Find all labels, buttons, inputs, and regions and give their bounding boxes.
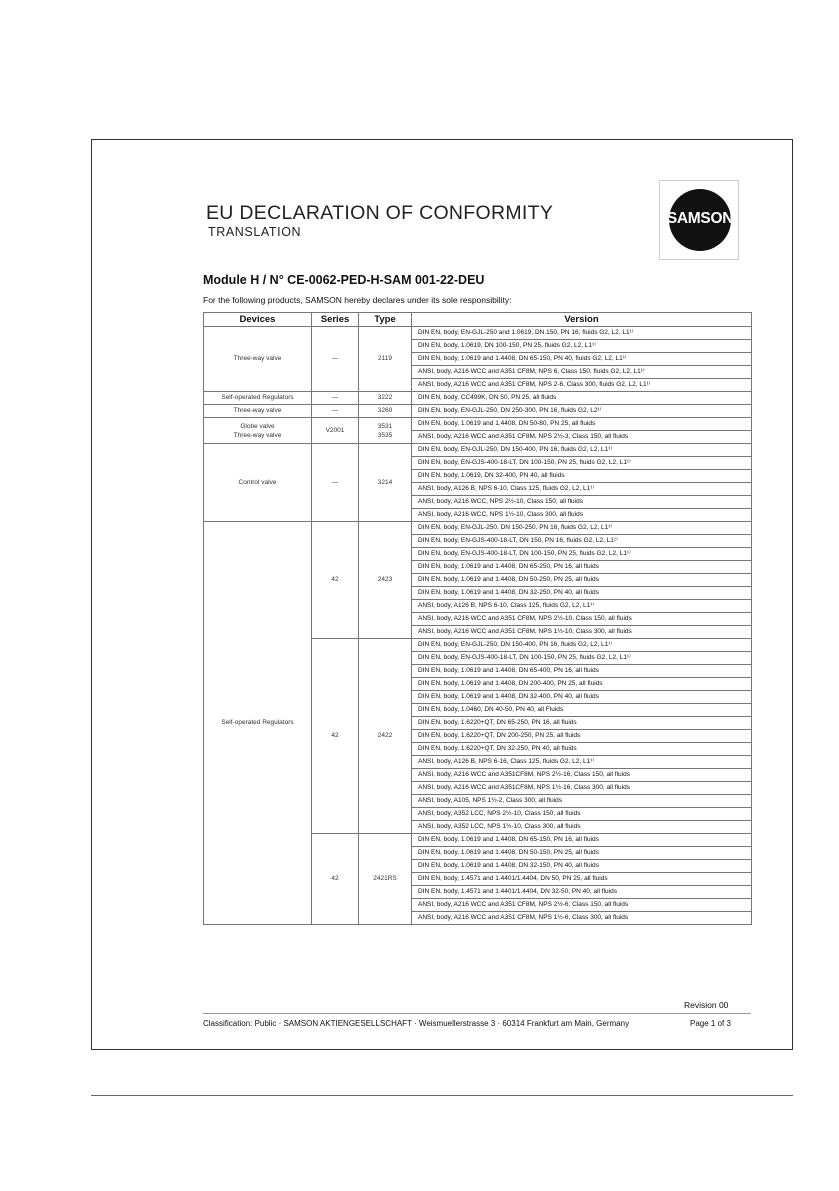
document-subtitle: TRANSLATION [208,225,302,239]
version-cell: DIN EN, body, 1.6220+QT, DN 32-250, PN 40, all fluids [412,743,752,756]
version-cell: DIN EN, body, EN-GJL-250, DN 150-400, PN 16, fluids G2, L2, L1¹⁾ [412,444,752,457]
type-cell: 2421RS [359,834,412,925]
version-cell: ANSI, body, A216 WCC and A351 CF8M, NPS 1½-10, Class 300, all fluids [412,626,752,639]
version-cell: DIN EN, body, 1.0619 and 1.4408, DN 200-400, PN 25, all fluids [412,678,752,691]
series-cell: — [312,392,359,405]
version-cell: DIN EN, body, EN-GJL-250, DN 150-250, PN 16, fluids G2, L2, L1¹⁾ [412,522,752,535]
series-cell: 42 [312,639,359,834]
revision-label: Revision 00 [684,1000,729,1010]
version-cell: DIN EN, body, 1.0619 and 1.4408, DN 50-150, PN 25, all fluids [412,847,752,860]
version-cell: ANSI, body, A216 WCC and A351 CF8M, NPS 2½-6, Class 150, all fluids [412,899,752,912]
device-cell: Self-operated Regulators [204,392,312,405]
type-cell: 2119 [359,327,412,392]
samson-logo [659,180,739,260]
table-row [204,444,752,457]
version-cell: DIN EN, body, 1.4571 and 1.4401/1.4404, DN 50, PN 25, all fluids [412,873,752,886]
version-cell: DIN EN, body, EN-GJL-250, DN 250-300, PN 16, fluids G2, L2¹⁾ [412,405,752,418]
table-row [204,392,752,405]
declaration-table [203,312,752,925]
device-cell: Globe valve Three-way valve [204,418,312,444]
version-cell: DIN EN, body, 1.0619 and 1.4408, DN 50-250, PN 25, all fluids [412,574,752,587]
table-row [204,405,752,418]
series-cell: — [312,405,359,418]
table-row [204,327,752,340]
header-version: Version [412,313,752,327]
module-title: Module H / N° CE-0062-PED-H-SAM 001-22-DEU [203,273,485,287]
version-cell: ANSI, body, A216 WCC and A351 CF8M, NPS 1½-6, Class 300, all fluids [412,912,752,925]
device-cell: Three-way valve [204,327,312,392]
header-series: Series [312,313,359,327]
version-cell: ANSI, body, A216 WCC and A351 CF8M, NPS 2-6, Class 300, fluids G2, L2, L1¹⁾ [412,379,752,392]
series-cell: 42 [312,522,359,639]
device-cell: Three-way valve [204,405,312,418]
version-cell: DIN EN, body, 1.0619 and 1.4408, DN 32-400, PN 40, all fluids [412,691,752,704]
version-cell: DIN EN, body, 1.0619 and 1.4408, DN 65-150, PN 40, fluids G2, L2, L1¹⁾ [412,353,752,366]
series-cell: 42 [312,834,359,925]
version-cell: ANSI, body, A216 WCC and A351CF8M, NPS 1½-16, Class 300, all fluids [412,782,752,795]
version-cell: DIN EN, body, EN-GJL-250 and 1.0619, DN 150, PN 16, fluids G2, L2, L1¹⁾ [412,327,752,340]
table-row [204,522,752,535]
version-cell: DIN EN, body, EN-GJS-400-18-LT, DN 150, PN 16, fluids G2, L2, L1¹⁾ [412,535,752,548]
version-cell: DIN EN, body, 1.0619 and 1.4408, DN 32-250, PN 40, all fluids [412,587,752,600]
version-cell: DIN EN, body, 1.0619, DN 32-400, PN 40, all fluids [412,470,752,483]
version-cell: ANSI, body, A126 B, NPS 6-10, Class 125, fluids G2, L2, L1¹⁾ [412,600,752,613]
version-cell: DIN EN, body, 1.0619 and 1.4408, DN 65-400, PN 16, all fluids [412,665,752,678]
version-cell: ANSI, body, A126 B, NPS 6-10, Class 125, fluids G2, L2, L1¹⁾ [412,483,752,496]
version-cell: ANSI, body, A216 WCC and A351 CF8M, NPS 6, Class 150, fluids G2, L2, L1¹⁾ [412,366,752,379]
version-cell: ANSI, body, A216 WCC, NPS 1½-10, Class 300, all fluids [412,509,752,522]
version-cell: DIN EN, body, 1.0619 and 1.4408, DN 32-150, PN 40, all fluids [412,860,752,873]
type-cell: 3222 [359,392,412,405]
footer-rule [203,1013,751,1014]
version-cell: DIN EN, body, EN-GJS-400-18-LT, DN 100-150, PN 25, fluids G2, L2, L1¹⁾ [412,652,752,665]
version-cell: ANSI, body, A216 WCC and A351 CF8M, NPS 2½-10, Class 150, all fluids [412,613,752,626]
version-cell: DIN EN, body, 1.0619 and 1.4408, DN 65-150, PN 16, all fluids [412,834,752,847]
version-cell: DIN EN, body, CC499K, DN 50, PN 25, all fluids [412,392,752,405]
version-cell: DIN EN, body, 1.6220+QT, DN 200-250, PN 25, all fluids [412,730,752,743]
table-row [204,418,752,431]
type-cell: 3531 3535 [359,418,412,444]
table-header-row [204,313,752,327]
footer-page-number: Page 1 of 3 [690,1019,731,1028]
type-cell: 2423 [359,522,412,639]
version-cell: DIN EN, body, EN-GJS-400-18-LT, DN 100-150, PN 25, fluids G2, L2, L1¹⁾ [412,457,752,470]
header-devices: Devices [204,313,312,327]
type-cell: 3260 [359,405,412,418]
version-cell: DIN EN, body, EN-GJS-400-18-LT, DN 100-150, PN 25, fluids G2, L2, L1¹⁾ [412,548,752,561]
version-cell: DIN EN, body, 1.0460, DN 40-50, PN 40, all Fluids [412,704,752,717]
version-cell: ANSI, body, A105, NPS 1½-2, Class 300, all fluids [412,795,752,808]
logo-text: SAMSON [666,210,734,227]
version-cell: ANSI, body, A352 LCC, NPS 1½-10, Class 300, all fluids [412,821,752,834]
series-cell: V2001 [312,418,359,444]
version-cell: DIN EN, body, 1.4571 and 1.4401/1.4404, DN 32-50, PN 40, all fluids [412,886,752,899]
version-cell: ANSI, body, A216 WCC and A351 CF8M, NPS 2½-3, Class 150, all fluids [412,431,752,444]
device-cell: Control valve [204,444,312,522]
table-body [204,327,752,925]
type-cell: 3214 [359,444,412,522]
device-cell: Self-operated Regulators [204,522,312,925]
version-cell: DIN EN, body, 1.0619 and 1.4408, DN 50-80, PN 25, all fluids [412,418,752,431]
version-cell: ANSI, body, A216 WCC and A351CF8M, NPS 2½-16, Class 150, all fluids [412,769,752,782]
page-bottom-rule [91,1095,793,1096]
intro-text: For the following products, SAMSON hereby declares under its sole responsibility: [203,295,512,305]
version-cell: ANSI, body, A352 LCC, NPS 2½-10, Class 150, all fluids [412,808,752,821]
version-cell: DIN EN, body, EN-GJL-250, DN 150-400, PN 16, fluids G2, L2, L1¹⁾ [412,639,752,652]
series-cell: — [312,327,359,392]
header-type: Type [359,313,412,327]
version-cell: DIN EN, body, 1.6220+QT, DN 65-250, PN 16, all fluids [412,717,752,730]
type-cell: 2422 [359,639,412,834]
document-title: EU DECLARATION OF CONFORMITY [206,202,554,224]
version-cell: DIN EN, body, 1.0619, DN 100-150, PN 25, fluids G2, L2, L1¹⁾ [412,340,752,353]
series-cell: — [312,444,359,522]
footer-classification: Classification: Public · SAMSON AKTIENGESELLSCHAFT · Weismuellerstrasse 3 · 60314 Frankfurt am Main, Germany [203,1019,630,1028]
version-cell: ANSI, body, A216 WCC, NPS 2½-10, Class 150, all fluids [412,496,752,509]
version-cell: DIN EN, body, 1.0619 and 1.4408, DN 65-250, PN 16, all fluids [412,561,752,574]
version-cell: ANSI, body, A126 B, NPS 6-16, Class 125, fluids G2, L2, L1¹⁾ [412,756,752,769]
